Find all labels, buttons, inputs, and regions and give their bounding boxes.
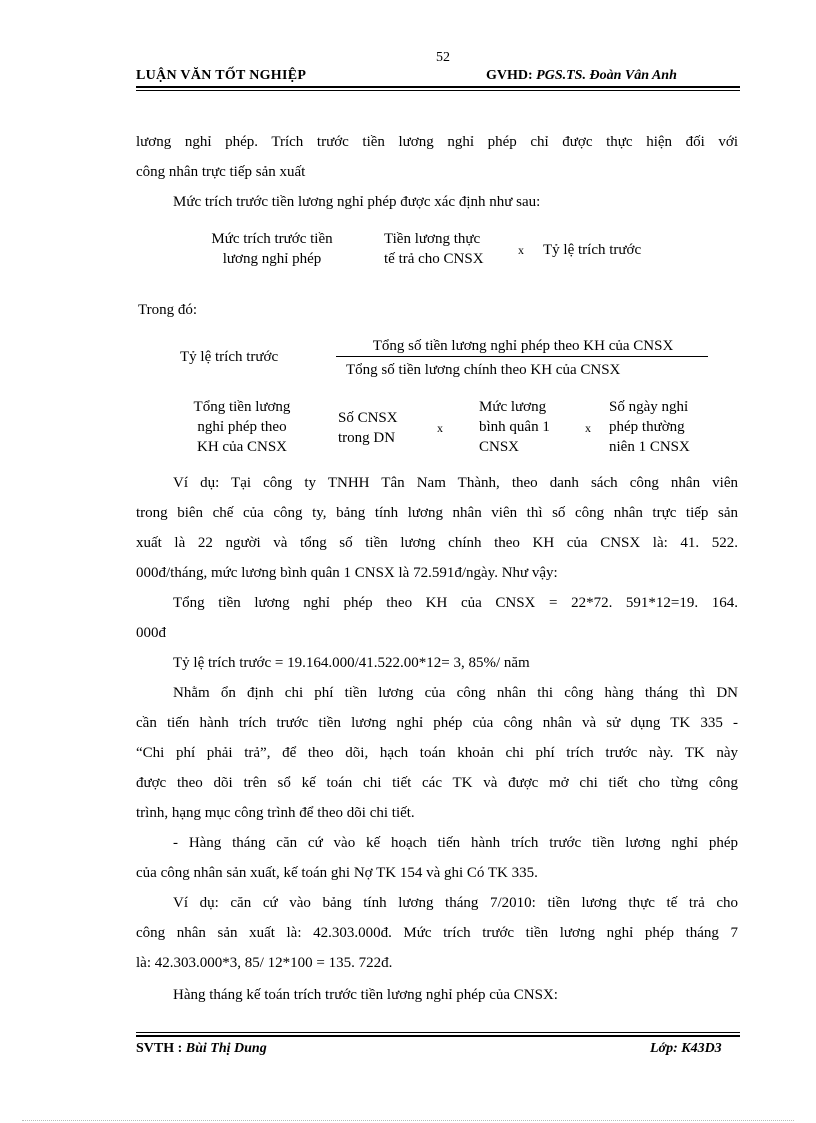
text-line: trong biên chế của công ty, bảng tính lương nhân viên thì số công nhân trực tiếp sản [136, 505, 738, 521]
text-line: công nhân trực tiếp sản xuất [136, 164, 306, 180]
trong-do: Trong đó: [138, 302, 198, 318]
formula1-left [190, 229, 354, 269]
formula3-workers-line2: trong DN [338, 430, 396, 446]
formula1-multiply: x [518, 243, 524, 257]
formula3-avg-line2: bình quân 1 [479, 419, 550, 435]
formula3-total-line3: KH của CNSX [197, 439, 287, 455]
text-line: trình, hạng mục công trình để theo dõi chi tiết. [136, 805, 415, 821]
text-line: - Hàng tháng căn cứ vào kế hoạch tiến hành trích trước tiền lương nghỉ phép [173, 835, 738, 851]
formula2-label: Tỷ lệ trích trước [180, 349, 279, 365]
page-bottom-dotted-line [22, 1120, 794, 1121]
footer-class [650, 1041, 722, 1057]
formula1-middle [384, 229, 508, 269]
text-line: Nhằm ổn định chi phí tiền lương của công nhân thi công hàng tháng thì DN [173, 685, 738, 701]
header-rule-thin [136, 90, 740, 91]
formula3-avg-line3: CNSX [479, 439, 520, 455]
formula3-days-line2: phép thường [609, 419, 685, 435]
formula1-right: Tỷ lệ trích trước [543, 242, 642, 258]
text-line: lương nghỉ phép. Trích trước tiền lương nghỉ phép chỉ được thực hiện đối với [136, 134, 738, 150]
text-line: công nhân sản xuất là: 42.303.000đ. Mức trích trước tiền lương nghỉ phép tháng 7 [136, 925, 738, 941]
header-rule-thick [136, 86, 740, 88]
header-advisor [486, 68, 677, 84]
class-label: Lớp: [650, 1041, 678, 1056]
formula3-avg-line1: Mức lương [479, 399, 547, 415]
footer-rule-thick [136, 1035, 740, 1037]
formula3-total [172, 397, 312, 457]
text-line: 000đ [136, 625, 166, 641]
student-label: SVTH : [136, 1041, 183, 1056]
text-line: 000đ/tháng, mức lương bình quân 1 CNSX là 72.591đ/ngày. Như vậy: [136, 565, 558, 581]
advisor-name: PGS.TS. Đoàn Vân Anh [536, 68, 677, 83]
text-line: “Chi phí phải trả”, để theo dõi, hạch toán khoản chi phí trích trước này. TK này [136, 745, 738, 761]
formula1-mid-line1: Tiền lương thực [384, 231, 481, 247]
header-title: LUẬN VĂN TỐT NGHIỆP [136, 68, 307, 83]
fraction-bar [336, 356, 708, 357]
text-line: Ví dụ: căn cứ vào bảng tính lương tháng 7/2010: tiền lương thực tế trả cho [173, 895, 738, 911]
footer-rule-thin [136, 1032, 740, 1033]
page-number: 52 [436, 50, 450, 65]
student-name: Bùi Thị Dung [185, 1041, 267, 1056]
formula3-total-line2: nghỉ phép theo [197, 419, 287, 435]
formula1-left-line2: lương nghỉ phép [222, 251, 322, 267]
text-line: xuất là 22 người và tổng số tiền lương chính theo KH của CNSX là: 41. 522. [136, 535, 738, 551]
formula3-multiply-2: x [585, 421, 591, 435]
text-line: Tổng tiền lương nghỉ phép theo KH của CNSX = 22*72. 591*12=19. 164. [173, 595, 738, 611]
class-value: K43D3 [681, 1041, 722, 1056]
formula3-avg-wage [479, 397, 550, 457]
text-line: cần tiến hành trích trước tiền lương nghỉ phép của công nhân và sử dụng TK 335 - [136, 715, 738, 731]
text-line: Ví dụ: Tại công ty TNHH Tân Nam Thành, theo danh sách công nhân viên [173, 475, 738, 491]
formula1-left-line1: Mức trích trước tiền [211, 231, 333, 247]
text-line: Tỷ lệ trích trước = 19.164.000/41.522.00*12= 3, 85%/ năm [173, 655, 530, 671]
text-line: được theo dõi trên sổ kế toán chi tiết các TK và được mở chi tiết cho từng công [136, 775, 738, 791]
formula3-multiply-1: x [437, 421, 443, 435]
formula3-total-line1: Tổng tiền lương [193, 399, 291, 415]
formula3-days-line1: Số ngày nghỉ [609, 399, 689, 415]
text-line: Mức trích trước tiền lương nghỉ phép được xác định như sau: [173, 194, 541, 210]
text-line: của công nhân sản xuất, kế toán ghi Nợ TK 154 và ghi Có TK 335. [136, 865, 538, 881]
formula3-workers [338, 408, 398, 448]
formula3-days-line3: niên 1 CNSX [609, 439, 690, 455]
text-line: là: 42.303.000*3, 85/ 12*100 = 135. 722đ. [136, 955, 393, 971]
formula3-leave-days [609, 397, 690, 457]
formula1-mid-line2: tế trả cho CNSX [384, 251, 484, 267]
formula2-numerator: Tổng số tiền lương nghỉ phép theo KH của CNSX [372, 338, 674, 354]
formula3-workers-line1: Số CNSX [338, 410, 398, 426]
text-line: Hàng tháng kế toán trích trước tiền lương nghỉ phép của CNSX: [173, 987, 558, 1003]
advisor-label: GVHD: [486, 68, 533, 83]
footer-student [136, 1041, 267, 1057]
formula2-denominator: Tổng số tiền lương chính theo KH của CNSX [346, 362, 621, 378]
